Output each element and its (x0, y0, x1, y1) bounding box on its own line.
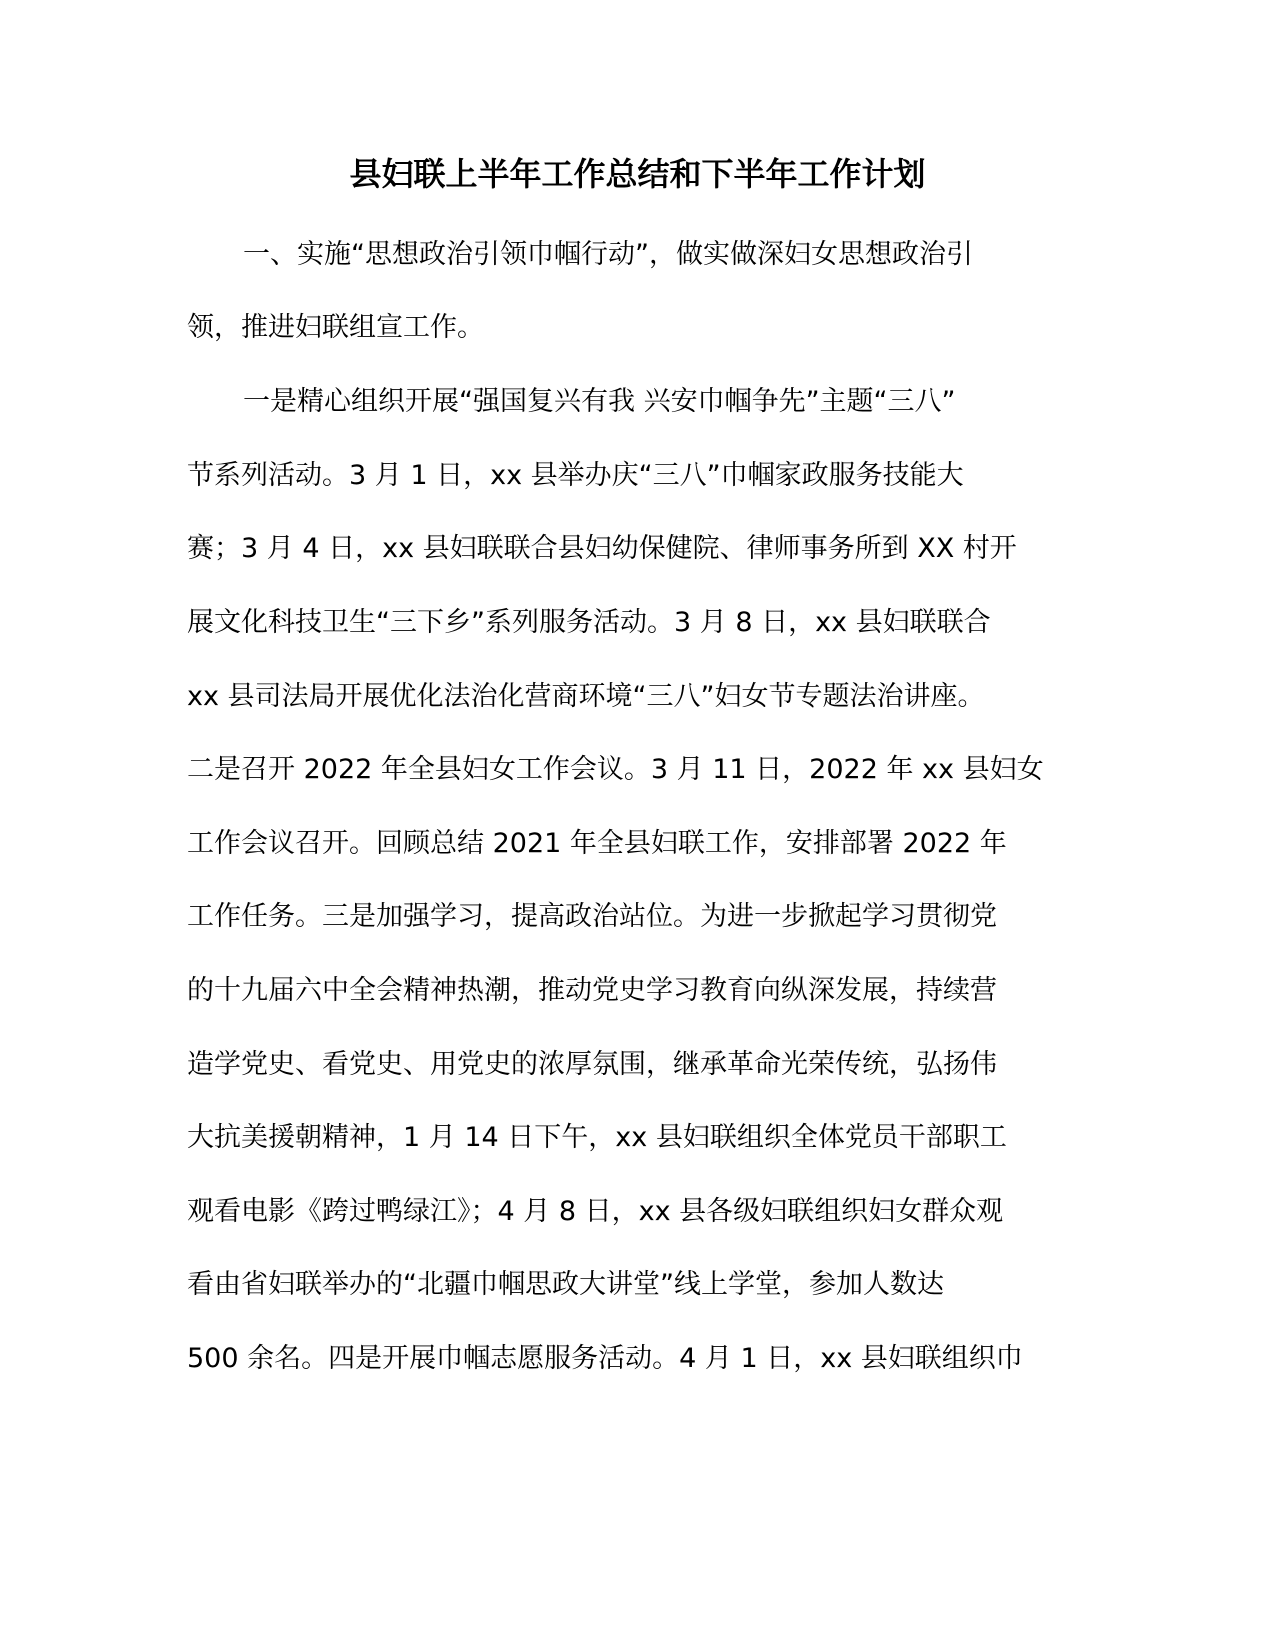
body-line: 500 余名。四是开展巾帼志愿服务活动。4 月 1 日，xx 县妇联组织巾 (187, 1343, 1023, 1374)
body-line: xx 县司法局开展优化法治化营商环境“三八”妇女节专题法治讲座。 (187, 681, 985, 712)
body-line: 造学党史、看党史、用党史的浓厚氛围，继承革命光荣传统，弘扬伟 (187, 1049, 997, 1080)
body-line: 赛；3 月 4 日，xx 县妇联联合县妇幼保健院、律师事务所到 XX 村开 (187, 533, 1017, 564)
body-line: 观看电影《跨过鸭绿江》；4 月 8 日，xx 县各级妇联组织妇女群众观 (187, 1196, 1004, 1227)
body-line: 一、实施“思想政治引领巾帼行动”，做实做深妇女思想政治引 (243, 239, 973, 270)
body-line: 工作会议召开。回顾总结 2021 年全县妇联工作，安排部署 2022 年 (187, 828, 1007, 859)
body-line: 一是精心组织开展“强国复兴有我 兴安巾帼争先”主题“三八” (243, 386, 956, 417)
body-line: 看由省妇联举办的“北疆巾帼思政大讲堂”线上学堂，参加人数达 (187, 1269, 944, 1300)
document-title: 县妇联上半年工作总结和下半年工作计划 (349, 155, 926, 193)
body-line: 大抗美援朝精神，1 月 14 日下午，xx 县妇联组织全体党员干部职工 (187, 1122, 1007, 1153)
body-line: 展文化科技卫生“三下乡”系列服务活动。3 月 8 日，xx 县妇联联合 (187, 607, 991, 638)
body-line: 节系列活动。3 月 1 日，xx 县举办庆“三八”巾帼家政服务技能大 (187, 460, 964, 491)
body-line: 二是召开 2022 年全县妇女工作会议。3 月 11 日，2022 年 xx 县妇女 (187, 754, 1044, 785)
body-line: 工作任务。三是加强学习，提高政治站位。为进一步掀起学习贯彻党 (187, 901, 997, 932)
body-line: 的十九届六中全会精神热潮，推动党史学习教育向纵深发展，持续营 (187, 975, 997, 1006)
body-line: 领，推进妇联组宣工作。 (187, 312, 484, 343)
